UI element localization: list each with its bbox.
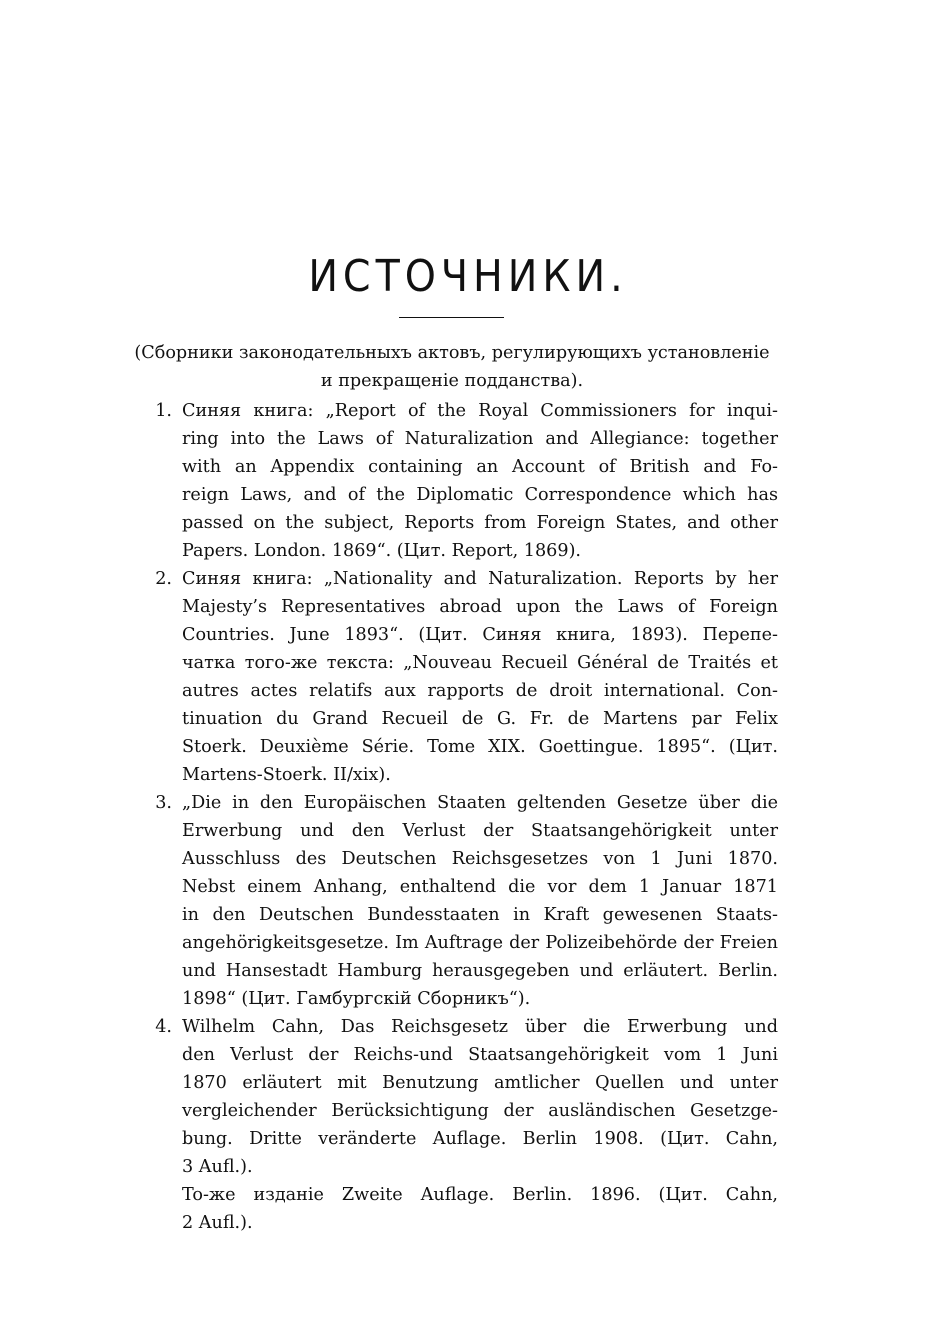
item-number: 1. xyxy=(155,401,172,421)
item-line: vergleichender Berücksichtigung der ausländischen Gesetzge- xyxy=(182,1101,778,1121)
item-line: Синяя книга: „Report of the Royal Commissioners for inqui- xyxy=(182,401,778,421)
item-line: in den Deutschen Bundesstaaten in Kraft gewesenen Staats- xyxy=(182,905,778,925)
item-line: ring into the Laws of Naturalization and Allegiance: together xyxy=(182,429,778,449)
item-line: Papers. London. 1869“. (Цит. Report, 1869). xyxy=(182,541,582,561)
item-line: tinuation du Grand Recueil de G. Fr. de Martens par Felix xyxy=(182,709,778,729)
item-line: reign Laws, and of the Diplomatic Correspondence which has xyxy=(182,485,778,505)
item-line: Stoerk. Deuxième Série. Tome XIX. Goettingue. 1895“. (Цит. xyxy=(182,737,778,757)
item-line: angehörigkeitsgesetze. Im Auftrage der Polizeibehörde der Freien xyxy=(182,933,778,953)
item-line: Martens-Stoerk. II/xix). xyxy=(182,765,391,785)
item-number: 2. xyxy=(155,569,172,589)
title-rule xyxy=(399,317,504,318)
item-line: Nebst einem Anhang, enthaltend die vor dem 1 Januar 1871 xyxy=(182,877,778,897)
item-line: To-же изданіе Zweite Auflage. Berlin. 1896. (Цит. Cahn, xyxy=(182,1185,778,1205)
item-line: 3 Aufl.). xyxy=(182,1157,253,1177)
item-number: 3. xyxy=(155,793,172,813)
item-line: Синяя книга: „Nationality and Naturalization. Reports by her xyxy=(182,569,778,589)
item-line: Ausschluss des Deutschen Reichsgesetzes von 1 Juni 1870. xyxy=(182,849,778,869)
item-line: und Hansestadt Hamburg herausgegeben und erläutert. Berlin. xyxy=(182,961,778,981)
item-line: 1898“ (Цит. Гамбургскій Сборникъ“). xyxy=(182,989,531,1009)
item-line: Erwerbung und den Verlust der Staatsangehörigkeit unter xyxy=(182,821,778,841)
item-line: den Verlust der Reichs-und Staatsangehörigkeit vom 1 Juni xyxy=(182,1045,778,1065)
item-line: Countries. June 1893“. (Цит. Синяя книга, 1893). Перепе- xyxy=(182,625,778,645)
item-line: „Die in den Europäischen Staaten geltenden Gesetze über die xyxy=(182,793,778,813)
item-line: autres actes relatifs aux rapports de droit international. Con- xyxy=(182,681,778,701)
page-title: ИСТОЧНИКИ. xyxy=(308,251,628,302)
intro-line: и прекращеніе подданства). xyxy=(320,371,584,391)
intro-line: (Сборники законодательныхъ актовъ, регулирующихъ установленіе xyxy=(134,343,770,363)
item-line: Wilhelm Cahn, Das Reichsgesetz über die Erwerbung und xyxy=(182,1017,778,1037)
item-line: чатка того-же текста: „Nouveau Recueil Général de Traités et xyxy=(182,653,778,673)
item-line: Majesty’s Representatives abroad upon the Laws of Foreign xyxy=(182,597,778,617)
item-line: bung. Dritte veränderte Auflage. Berlin 1908. (Цит. Cahn, xyxy=(182,1129,778,1149)
item-line: passed on the subject, Reports from Foreign States, and other xyxy=(182,513,778,533)
item-line: with an Appendix containing an Account of British and Fo- xyxy=(182,457,778,477)
item-number: 4. xyxy=(155,1017,172,1037)
item-line: 1870 erläutert mit Benutzung amtlicher Quellen und unter xyxy=(182,1073,778,1093)
item-line: 2 Aufl.). xyxy=(182,1213,253,1233)
